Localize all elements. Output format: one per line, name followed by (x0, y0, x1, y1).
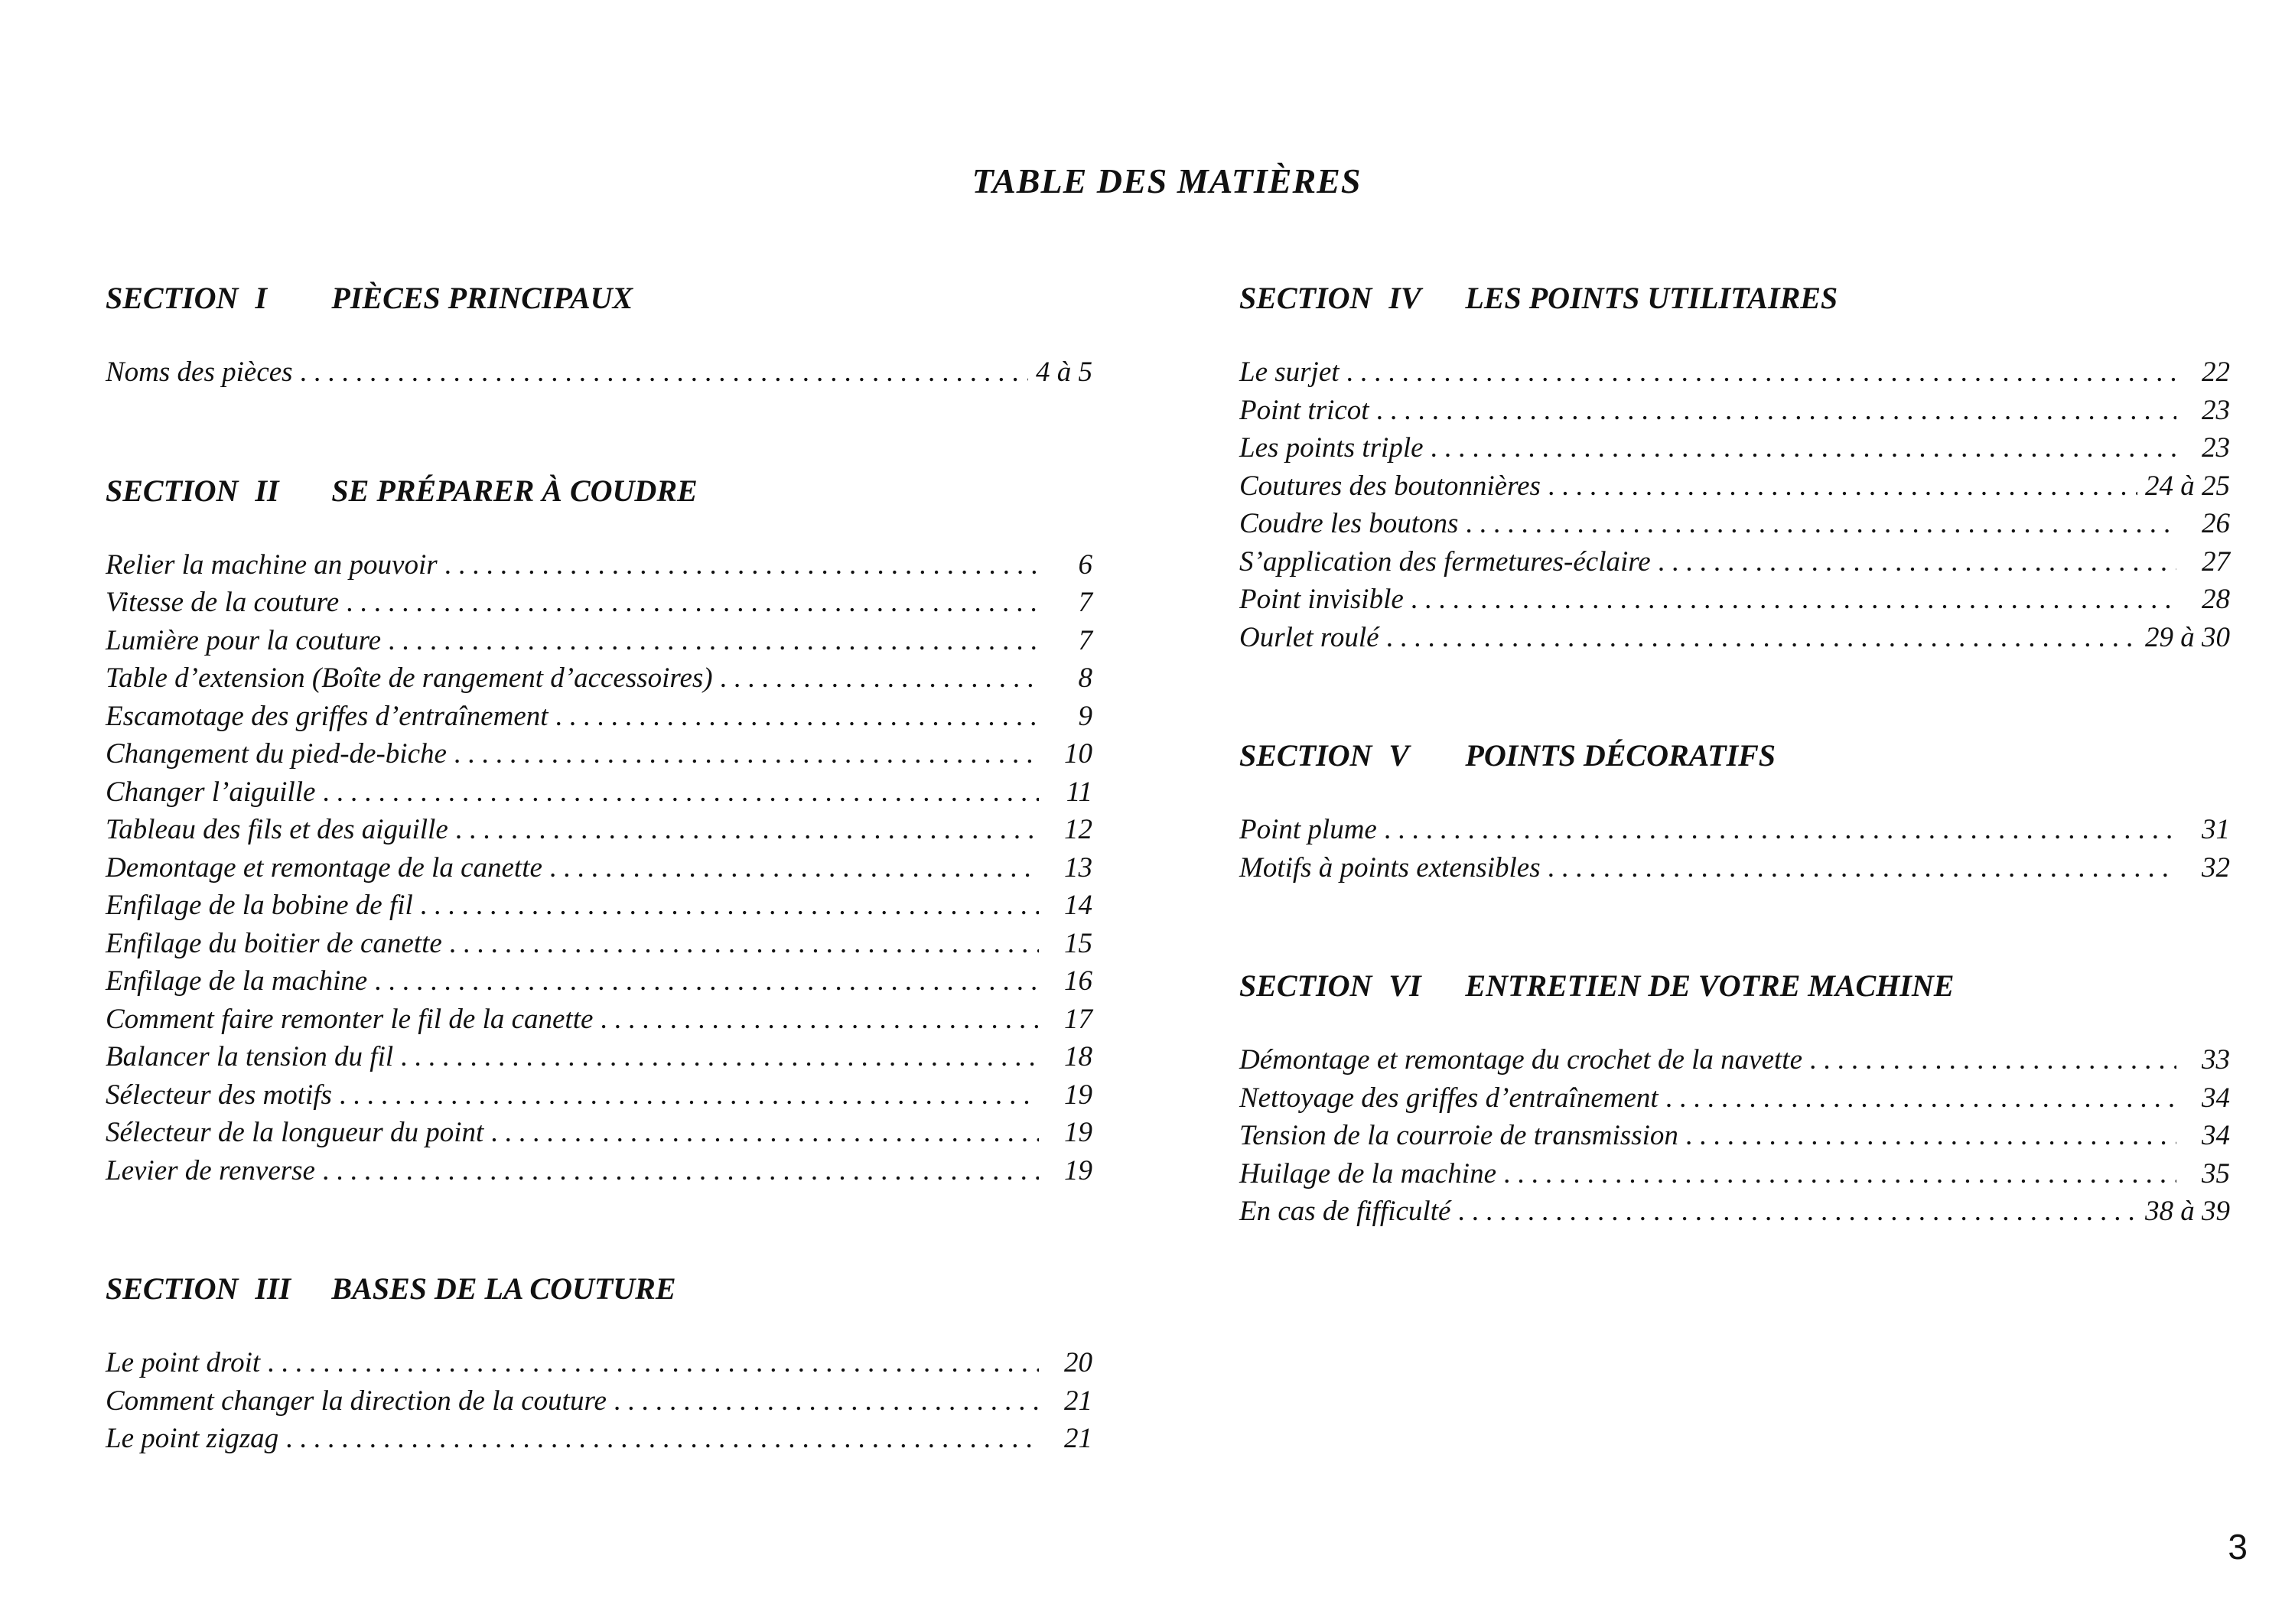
dot-leader (454, 735, 1039, 773)
section-title: SE PRÉPARER À COUDRE (331, 473, 698, 508)
toc-entry[interactable] (106, 1038, 1092, 1076)
section-label: SECTION (106, 473, 239, 508)
toc-section (1239, 733, 2230, 887)
toc-entry[interactable] (106, 1344, 1092, 1382)
entry-title: Le surjet (1239, 356, 1340, 388)
entry-title: Lumière pour la couture (106, 624, 382, 656)
entry-page: 24 à 25 (2145, 470, 2230, 502)
toc-entry[interactable] (1239, 353, 2230, 392)
entry-page: 29 à 30 (2145, 621, 2230, 653)
toc-entry[interactable] (106, 659, 1092, 698)
section-heading (106, 275, 1092, 321)
toc-entry-list (106, 353, 1092, 392)
section-title: LES POINTS UTILITAIRES (1465, 281, 1838, 315)
dot-leader (601, 1001, 1039, 1039)
toc-entry[interactable] (106, 962, 1092, 1001)
entry-page: 7 (1078, 587, 1092, 618)
dot-leader (1387, 619, 2137, 657)
toc-entry[interactable] (106, 1152, 1092, 1190)
left-column (106, 275, 1092, 1535)
section-label: SECTION (106, 281, 239, 315)
entry-title: Le point droit (106, 1347, 261, 1378)
entry-page: 11 (1066, 776, 1092, 808)
dot-leader (1466, 505, 2176, 543)
entry-title: Ourlet roulé (1239, 621, 1379, 653)
entry-page: 18 (1064, 1041, 1092, 1072)
entry-title: Coutures des boutonnières (1239, 470, 1541, 502)
dot-leader (1458, 1193, 2137, 1231)
toc-entry-list (106, 546, 1092, 1190)
toc-entry[interactable] (106, 584, 1092, 622)
toc-entry[interactable] (1239, 1041, 2230, 1079)
toc-entry[interactable] (1239, 1193, 2230, 1231)
section-heading (106, 468, 1092, 514)
right-column (1239, 275, 2230, 1307)
dot-leader (556, 698, 1039, 736)
dot-leader (268, 1344, 1039, 1382)
entry-page: 19 (1064, 1079, 1092, 1111)
toc-entry[interactable] (106, 1420, 1092, 1458)
entry-page: 12 (1064, 814, 1092, 845)
entry-title: Point plume (1239, 814, 1377, 845)
entry-title: Changer l’aiguille (106, 776, 316, 808)
section-label: SECTION (1239, 281, 1372, 315)
entry-page: 22 (2202, 356, 2230, 388)
dot-leader (1659, 543, 2176, 581)
toc-entry[interactable] (1239, 619, 2230, 657)
section-number: I (255, 281, 267, 315)
dot-leader (721, 659, 1039, 698)
entry-title: Escamotage des griffes d’entraînement (106, 700, 549, 732)
toc-section (1239, 275, 2230, 656)
entry-page: 21 (1064, 1385, 1092, 1417)
entry-title: Sélecteur de la longueur du point (106, 1117, 484, 1148)
toc-section (106, 1266, 1092, 1458)
dot-leader (1548, 849, 2176, 887)
entry-title: Demontage et remontage de la canette (106, 851, 542, 884)
entry-page: 38 à 39 (2145, 1196, 2230, 1227)
dot-leader (550, 849, 1039, 887)
entry-page: 35 (2202, 1157, 2230, 1190)
toc-entry[interactable] (1239, 505, 2230, 543)
entry-page: 13 (1064, 851, 1092, 884)
toc-entry[interactable] (106, 1076, 1092, 1115)
entry-page: 17 (1064, 1003, 1092, 1035)
entry-title: Nettoyage des griffes d’entraînement (1239, 1082, 1659, 1114)
dot-leader (1810, 1041, 2176, 1079)
entry-page: 19 (1064, 1154, 1092, 1186)
entry-title: En cas de fifficulté (1239, 1196, 1451, 1227)
section-title: BASES DE LA COUTURE (331, 1271, 676, 1306)
toc-entry[interactable] (1239, 849, 2230, 887)
page-number: 3 (2228, 1527, 2248, 1567)
entry-page: 8 (1078, 662, 1092, 694)
entry-title: Tension de la courroie de transmission (1239, 1120, 1678, 1151)
dot-leader (1347, 353, 2176, 392)
toc-entry[interactable] (1239, 581, 2230, 619)
section-label: SECTION (1239, 968, 1372, 1003)
entry-page: 28 (2202, 584, 2230, 615)
dot-leader (445, 546, 1039, 584)
dot-leader (1504, 1155, 2176, 1193)
toc-entry[interactable] (106, 1382, 1092, 1421)
toc-entry[interactable] (1239, 1155, 2230, 1193)
dot-leader (1377, 392, 2176, 430)
toc-section (1239, 963, 2230, 1231)
entry-page: 10 (1064, 738, 1092, 770)
entry-title: Comment changer la direction de la couture (106, 1385, 607, 1417)
entry-page: 4 à 5 (1036, 356, 1092, 388)
dot-leader (340, 1076, 1039, 1115)
entry-page: 7 (1078, 624, 1092, 656)
section-heading (1239, 275, 2230, 321)
dot-leader (375, 962, 1039, 1001)
toc-entry[interactable] (1239, 1117, 2230, 1155)
entry-page: 15 (1064, 927, 1092, 959)
section-label: SECTION (1239, 738, 1372, 773)
entry-page: 19 (1064, 1117, 1092, 1148)
entry-page: 31 (2202, 814, 2230, 845)
section-number: IV (1388, 281, 1421, 315)
toc-entry[interactable] (106, 1001, 1092, 1039)
entry-page: 34 (2202, 1120, 2230, 1151)
toc-entry-list (106, 1344, 1092, 1458)
entry-page: 20 (1064, 1347, 1092, 1378)
toc-entry[interactable] (1239, 392, 2230, 430)
dot-leader (301, 353, 1028, 392)
section-title: POINTS DÉCORATIFS (1465, 738, 1776, 773)
toc-entry[interactable] (1239, 429, 2230, 467)
entry-page: 21 (1064, 1423, 1092, 1454)
section-number: V (1388, 738, 1410, 773)
entry-title: Changement du pied-de-biche (106, 738, 447, 770)
toc-entry-list (1239, 1041, 2230, 1231)
entry-title: Levier de renverse (106, 1154, 315, 1186)
entry-page: 27 (2202, 545, 2230, 578)
dot-leader (1548, 467, 2137, 506)
toc-section (106, 275, 1092, 392)
entry-title: Vitesse de la couture (106, 587, 340, 618)
toc-entry[interactable] (106, 1114, 1092, 1152)
toc-entry[interactable] (1239, 811, 2230, 849)
dot-leader (286, 1420, 1039, 1458)
entry-title: Relier la machine an pouvoir (106, 548, 438, 581)
dot-leader (1385, 811, 2176, 849)
entry-page: 23 (2202, 432, 2230, 464)
section-title: ENTRETIEN DE VOTRE MACHINE (1465, 968, 1955, 1003)
entry-title: Balancer la tension du fil (106, 1041, 394, 1072)
entry-page: 23 (2202, 394, 2230, 426)
section-heading (1239, 733, 2230, 779)
entry-page: 32 (2202, 851, 2230, 884)
entry-title: S’application des fermetures-éclaire (1239, 545, 1651, 578)
toc-entry[interactable] (106, 353, 1092, 392)
dot-leader (450, 925, 1039, 963)
entry-title: Huilage de la machine (1239, 1157, 1496, 1190)
toc-entry-list (1239, 811, 2230, 887)
section-title: PIÈCES PRINCIPAUX (331, 281, 633, 315)
toc-entry[interactable] (106, 546, 1092, 584)
entry-title: Démontage et remontage du crochet de la navette (1239, 1044, 1802, 1076)
entry-title: Point tricot (1239, 394, 1369, 426)
entry-title: Sélecteur des motifs (106, 1079, 332, 1111)
entry-title: Point invisible (1239, 584, 1404, 615)
toc-entry[interactable] (106, 698, 1092, 736)
entry-title: Enfilage de la bobine de fil (106, 890, 413, 921)
toc-entry[interactable] (106, 887, 1092, 925)
section-number: II (255, 473, 279, 508)
toc-entry[interactable] (106, 735, 1092, 773)
section-heading (1239, 963, 2230, 1009)
toc-entry[interactable] (1239, 467, 2230, 506)
toc-entry[interactable] (106, 773, 1092, 812)
entry-title: Enfilage de la machine (106, 965, 368, 997)
toc-entry[interactable] (106, 811, 1092, 849)
entry-title: Coudre les boutons (1239, 508, 1459, 539)
entry-page: 26 (2202, 508, 2230, 539)
toc-entry[interactable] (106, 849, 1092, 887)
dot-leader (614, 1382, 1039, 1421)
entry-title: Table d’extension (Boîte de rangement d’accessoires) (106, 662, 713, 694)
dot-leader (421, 887, 1039, 925)
section-heading (106, 1266, 1092, 1312)
entry-page: 34 (2202, 1082, 2230, 1114)
entry-title: Enfilage du boitier de canette (106, 927, 442, 959)
dot-leader (347, 584, 1039, 622)
entry-title: Le point zigzag (106, 1423, 279, 1454)
entry-page: 9 (1078, 700, 1092, 732)
toc-entry[interactable] (106, 622, 1092, 660)
dot-leader (401, 1038, 1039, 1076)
entry-page: 14 (1064, 890, 1092, 921)
dot-leader (1431, 429, 2176, 467)
toc-entry[interactable] (1239, 1079, 2230, 1118)
dot-leader (1686, 1117, 2176, 1155)
entry-title: Motifs à points extensibles (1239, 851, 1541, 884)
toc-section (106, 468, 1092, 1190)
toc-entry-list (1239, 353, 2230, 656)
toc-entry[interactable] (1239, 543, 2230, 581)
entry-page: 6 (1078, 548, 1092, 581)
section-number: III (255, 1271, 291, 1306)
entry-page: 16 (1064, 965, 1092, 997)
page-title: TABLE DES MATIÈRES (972, 161, 1362, 200)
dot-leader (456, 811, 1039, 849)
dot-leader (1411, 581, 2176, 619)
section-label: SECTION (106, 1271, 239, 1306)
section-number: VI (1388, 968, 1421, 1003)
entry-title: Les points triple (1239, 432, 1424, 464)
dot-leader (323, 773, 1039, 812)
dot-leader (323, 1152, 1039, 1190)
dot-leader (389, 622, 1039, 660)
dot-leader (491, 1114, 1039, 1152)
entry-title: Comment faire remonter le fil de la canette (106, 1003, 594, 1035)
dot-leader (1666, 1079, 2176, 1118)
entry-page: 33 (2202, 1044, 2230, 1076)
toc-entry[interactable] (106, 925, 1092, 963)
entry-title: Tableau des fils et des aiguille (106, 814, 448, 845)
entry-title: Noms des pièces (106, 356, 293, 388)
